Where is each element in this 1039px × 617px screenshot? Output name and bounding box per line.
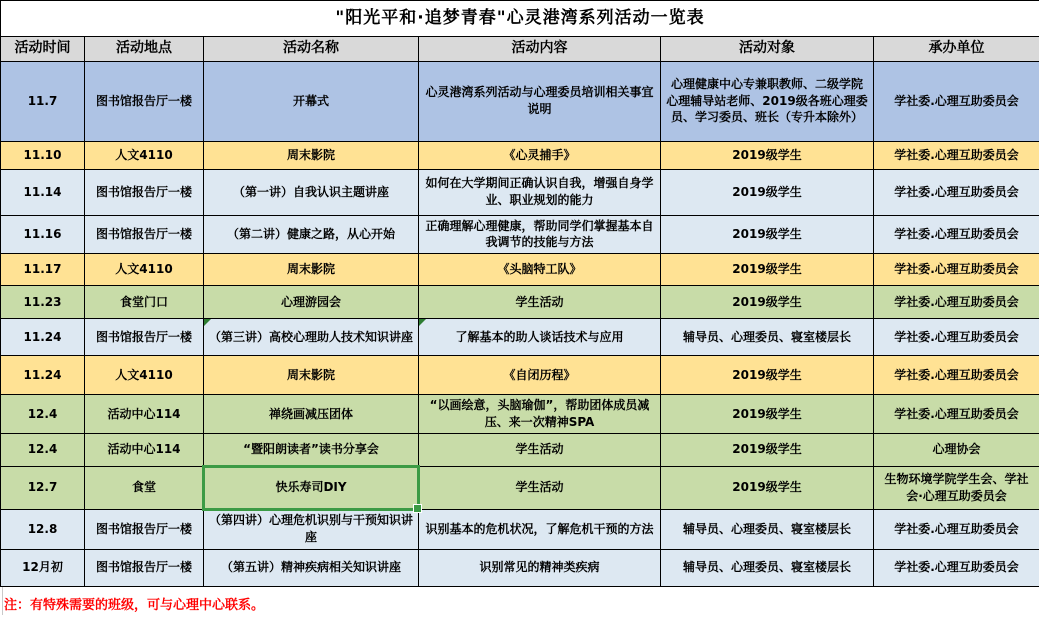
footer-note-area: [0, 587, 1039, 613]
comment-marker-icon: [204, 319, 211, 326]
cell-text: 11.7: [27, 93, 58, 108]
cell-text: 快乐寿司DIY: [275, 480, 347, 495]
cell-text: 《心灵捕手》: [503, 147, 576, 162]
cell-name[interactable]: [204, 356, 419, 395]
table-row: [1, 61, 1039, 141]
cell-text: 正确理解心理健康，帮助同学们掌握基本自我调节的技能与方法: [425, 218, 654, 250]
cell-text: 周末影院: [286, 262, 335, 277]
table-row: [1, 319, 1039, 356]
cell-time[interactable]: [1, 395, 85, 434]
table-row: [1, 169, 1039, 215]
cell-organizer[interactable]: [874, 466, 1039, 509]
cell-time[interactable]: [1, 141, 85, 169]
cell-target[interactable]: [661, 433, 874, 466]
cell-text: 11.24: [23, 367, 62, 382]
cell-time[interactable]: [1, 254, 85, 286]
cell-organizer[interactable]: [874, 61, 1039, 141]
table-row: [1, 549, 1039, 586]
cell-target[interactable]: [661, 466, 874, 509]
cell-text: （第四讲）心理危机识别与干预知识讲座: [209, 513, 414, 545]
cell-time[interactable]: [1, 509, 85, 549]
cell-text: 2019级学生: [732, 184, 802, 199]
cell-text: 11.24: [23, 329, 62, 344]
cell-organizer[interactable]: [874, 549, 1039, 586]
cell-organizer[interactable]: [874, 286, 1039, 319]
cell-text: 12.4: [27, 406, 58, 421]
cell-text: 学社委.心理互助委员会: [894, 560, 1019, 575]
table-row: [1, 286, 1039, 319]
cell-text: 图书馆报告厅一楼: [95, 560, 192, 575]
cell-location[interactable]: [85, 509, 204, 549]
cell-text: 如何在大学期间正确认识自我，增强自身学业、职业规划的能力: [425, 176, 654, 208]
cell-text: 2019级学生: [732, 294, 802, 309]
cell-content[interactable]: [419, 433, 661, 466]
cell-text: 心理游园会: [280, 294, 341, 309]
cell-text: （第一讲）自我认识主题讲座: [232, 184, 389, 199]
cell-name[interactable]: [204, 395, 419, 434]
cell-name[interactable]: [204, 169, 419, 215]
cell-text: 11.10: [23, 147, 62, 162]
cell-text: 食堂门口: [119, 294, 168, 309]
cell-target[interactable]: [661, 286, 874, 319]
cell-target[interactable]: [661, 356, 874, 395]
cell-name[interactable]: [204, 433, 419, 466]
cell-text: “暨阳朗读者”读书分享会: [243, 442, 379, 457]
gridline: [2, 587, 3, 615]
cell-location[interactable]: [85, 356, 204, 395]
cell-location[interactable]: [85, 433, 204, 466]
cell-target[interactable]: [661, 395, 874, 434]
table-row: [1, 395, 1039, 434]
cell-text: 图书馆报告厅一楼: [95, 521, 192, 536]
cell-time[interactable]: [1, 433, 85, 466]
cell-text: 禅绕画减压团体: [268, 406, 353, 421]
cell-time[interactable]: [1, 286, 85, 319]
cell-target[interactable]: [661, 509, 874, 549]
cell-text: 学社委.心理互助委员会: [894, 226, 1019, 241]
cell-text: 12.4: [27, 442, 58, 457]
table-row: [1, 356, 1039, 395]
cell-target[interactable]: [661, 319, 874, 356]
cell-organizer[interactable]: [874, 509, 1039, 549]
cell-text: 辅导员、心理委员、寝室楼层长: [682, 521, 851, 536]
cell-text: “以画绘意，头脑瑜伽”，帮助团体成员减压、来一次精神SPA: [429, 398, 650, 429]
cell-text: （第三讲）高校心理助人技术知识讲座: [209, 329, 414, 344]
cell-content[interactable]: [419, 395, 661, 434]
cell-time[interactable]: [1, 61, 85, 141]
cell-content[interactable]: [419, 509, 661, 549]
cell-time[interactable]: [1, 319, 85, 356]
cell-organizer[interactable]: [874, 395, 1039, 434]
cell-text: 心理协会: [932, 442, 981, 457]
cell-text: 人文4110: [115, 262, 173, 277]
column-header-content[interactable]: 活动内容: [419, 37, 661, 62]
cell-text: 人文4110: [115, 367, 173, 382]
cell-text: 心灵港湾系列活动与心理委员培训相关事宜说明: [425, 85, 654, 117]
table-row: [1, 509, 1039, 549]
page-title[interactable]: "阳光平和·追梦青春"心灵港湾系列活动一览表: [1, 1, 1039, 37]
cell-time[interactable]: [1, 215, 85, 254]
cell-text: 12.8: [27, 521, 58, 536]
cell-name[interactable]: [204, 61, 419, 141]
cell-content[interactable]: [419, 549, 661, 586]
cell-content[interactable]: [419, 169, 661, 215]
cell-time[interactable]: [1, 466, 85, 509]
cell-content[interactable]: [419, 61, 661, 141]
cell-location[interactable]: [85, 319, 204, 356]
cell-target[interactable]: [661, 169, 874, 215]
column-header-name[interactable]: 活动名称: [204, 37, 419, 62]
cell-text: 2019级学生: [732, 226, 802, 241]
table-row: [1, 433, 1039, 466]
cell-target[interactable]: [661, 215, 874, 254]
cell-text: 《头脑特工队》: [497, 262, 582, 277]
cell-text: 生物环境学院学生会、学社会·心理互助委员会: [884, 471, 1029, 503]
comment-marker-icon: [419, 319, 426, 326]
cell-text: 学社委.心理互助委员会: [894, 294, 1019, 309]
cell-location[interactable]: [85, 141, 204, 169]
cell-organizer[interactable]: [874, 215, 1039, 254]
cell-text: 2019级学生: [732, 367, 802, 382]
cell-name[interactable]: [204, 141, 419, 169]
table-row: [1, 215, 1039, 254]
cell-text: 学社委.心理互助委员会: [894, 329, 1019, 344]
cell-text: 识别基本的危机状况，了解危机干预的方法: [425, 521, 654, 536]
cell-location[interactable]: [85, 549, 204, 586]
cell-text: 辅导员、心理委员、寝室楼层长: [682, 560, 851, 575]
cell-text: 心理健康中心专兼职教师、二级学院心理辅导站老师、2019级各班心理委员、学习委员、班长（专升本除外）: [666, 76, 868, 125]
cell-time[interactable]: [1, 549, 85, 586]
cell-text: 周末影院: [286, 147, 335, 162]
cell-text: 12月初: [22, 560, 63, 575]
cell-text: 2019级学生: [732, 262, 802, 277]
cell-text: 开幕式: [292, 93, 329, 108]
title-row: [1, 1, 1039, 37]
cell-organizer[interactable]: [874, 433, 1039, 466]
selected-cell-name[interactable]: [204, 466, 419, 509]
header-row: [1, 37, 1039, 62]
cell-name[interactable]: [204, 319, 419, 356]
cell-content[interactable]: [419, 141, 661, 169]
cell-text: 周末影院: [286, 367, 335, 382]
cell-text: 2019级学生: [732, 442, 802, 457]
cell-text: 学社委.心理互助委员会: [894, 93, 1019, 108]
cell-name[interactable]: [204, 215, 419, 254]
cell-location[interactable]: [85, 254, 204, 286]
cell-location[interactable]: [85, 61, 204, 141]
footer-note[interactable]: 注：有特殊需要的班级，可与心理中心联系。: [4, 597, 265, 613]
cell-text: 学生活动: [515, 294, 564, 309]
cell-text: 11.14: [23, 184, 62, 199]
cell-target[interactable]: [661, 549, 874, 586]
cell-text: 学社委.心理互助委员会: [894, 367, 1019, 382]
cell-target[interactable]: [661, 254, 874, 286]
cell-text: 学社委.心理互助委员会: [894, 521, 1019, 536]
cell-location[interactable]: [85, 169, 204, 215]
cell-organizer[interactable]: [874, 356, 1039, 395]
column-header-time[interactable]: 活动时间: [1, 37, 85, 62]
cell-name[interactable]: [204, 286, 419, 319]
cell-organizer[interactable]: [874, 319, 1039, 356]
column-header-organizer[interactable]: 承办单位: [874, 37, 1039, 62]
cell-content[interactable]: [419, 466, 661, 509]
cell-time[interactable]: [1, 356, 85, 395]
cell-location[interactable]: [85, 395, 204, 434]
cell-text: 学社委.心理互助委员会: [894, 147, 1019, 162]
cell-location[interactable]: [85, 466, 204, 509]
cell-text: 2019级学生: [732, 147, 802, 162]
cell-text: 辅导员、心理委员、寝室楼层长: [682, 329, 851, 344]
cell-target[interactable]: [661, 141, 874, 169]
cell-text: 活动中心114: [107, 442, 181, 457]
cell-text: 12.7: [27, 480, 58, 495]
cell-organizer[interactable]: [874, 141, 1039, 169]
cell-name[interactable]: [204, 254, 419, 286]
cell-text: 2019级学生: [732, 480, 802, 495]
table-row: [1, 466, 1039, 509]
cell-text: （第五讲）精神疾病相关知识讲座: [220, 560, 401, 575]
cell-name[interactable]: [204, 509, 419, 549]
cell-text: 了解基本的助人谈话技术与应用: [455, 329, 624, 344]
cell-content[interactable]: [419, 356, 661, 395]
cell-name[interactable]: [204, 549, 419, 586]
cell-text: 人文4110: [115, 147, 173, 162]
cell-text: 学社委.心理互助委员会: [894, 262, 1019, 277]
cell-text: 2019级学生: [732, 406, 802, 421]
column-header-target[interactable]: 活动对象: [661, 37, 874, 62]
cell-text: 学社委.心理互助委员会: [894, 184, 1019, 199]
cell-content[interactable]: [419, 319, 661, 356]
cell-text: 学生活动: [515, 442, 564, 457]
cell-time[interactable]: [1, 169, 85, 215]
cell-text: 学社委.心理互助委员会: [894, 406, 1019, 421]
cell-organizer[interactable]: [874, 254, 1039, 286]
cell-text: 11.17: [23, 262, 62, 277]
cell-location[interactable]: [85, 286, 204, 319]
cell-content[interactable]: [419, 286, 661, 319]
cell-text: 图书馆报告厅一楼: [95, 184, 192, 199]
activity-table-body: [1, 61, 1039, 586]
selection-fill-handle[interactable]: [413, 504, 422, 513]
table-row: [1, 141, 1039, 169]
table-row: [1, 254, 1039, 286]
cell-text: 《自闭历程》: [503, 367, 576, 382]
cell-text: 食堂: [131, 480, 156, 495]
cell-organizer[interactable]: [874, 169, 1039, 215]
cell-text: 图书馆报告厅一楼: [95, 93, 192, 108]
cell-text: 11.16: [23, 226, 62, 241]
cell-text: 活动中心114: [107, 406, 181, 421]
cell-text: 图书馆报告厅一楼: [95, 226, 192, 241]
cell-text: 图书馆报告厅一楼: [95, 329, 192, 344]
cell-content[interactable]: [419, 215, 661, 254]
cell-location[interactable]: [85, 215, 204, 254]
cell-text: 识别常见的精神类疾病: [479, 560, 600, 575]
cell-content[interactable]: [419, 254, 661, 286]
column-header-location[interactable]: 活动地点: [85, 37, 204, 62]
cell-target[interactable]: [661, 61, 874, 141]
cell-text: 11.23: [23, 294, 62, 309]
cell-text: （第二讲）健康之路，从心开始: [226, 226, 395, 241]
cell-text: 学生活动: [515, 480, 564, 495]
